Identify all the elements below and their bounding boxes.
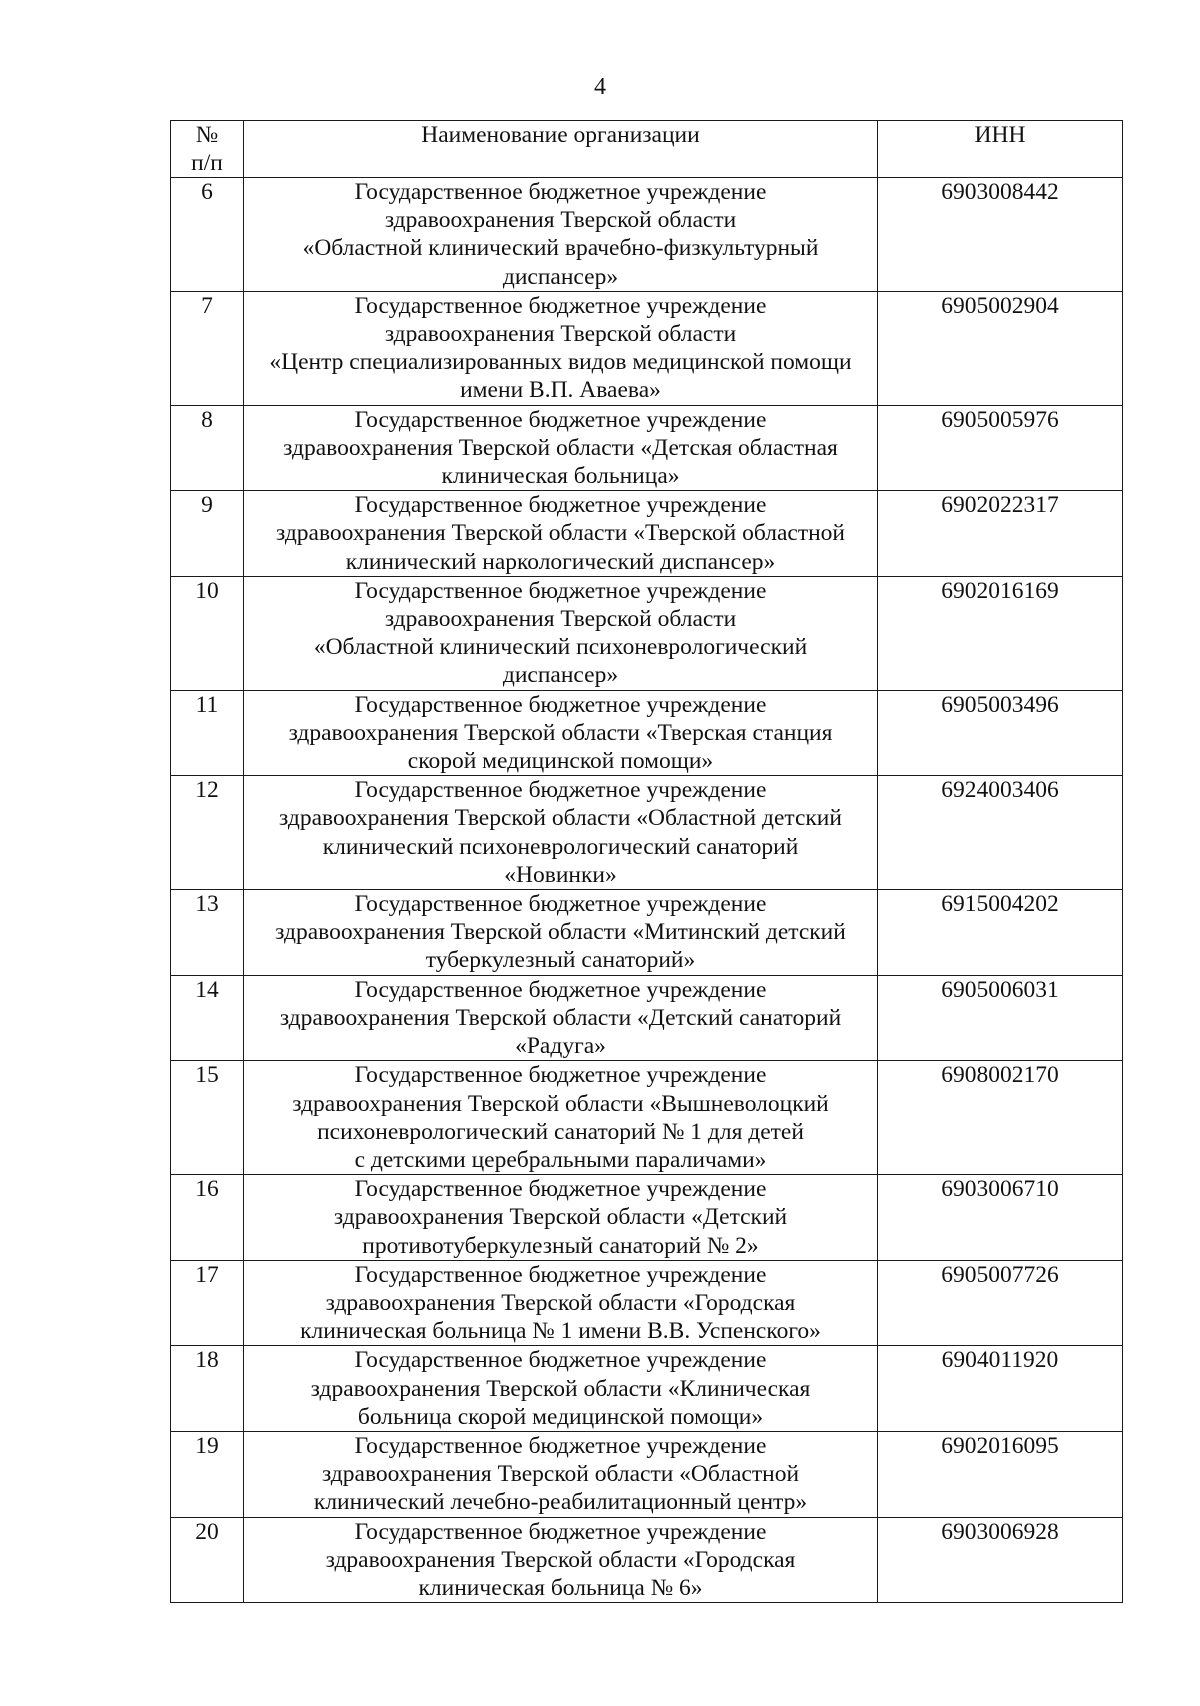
organization-name xyxy=(244,776,878,890)
table-row xyxy=(171,1431,1123,1517)
row-number: 14 xyxy=(171,975,244,1061)
header-number-symbol: № xyxy=(195,122,219,148)
row-number: 17 xyxy=(171,1260,244,1346)
organization-name xyxy=(244,405,878,491)
organization-name xyxy=(244,890,878,976)
organization-name-line: здравоохранения Тверской области xyxy=(384,321,737,348)
organization-name-line: здравоохранения Тверской области «Детский санаторий xyxy=(279,1004,842,1031)
row-number: 10 xyxy=(171,576,244,690)
organization-name-line: Государственное бюджетное учреждение xyxy=(354,406,767,433)
organization-name-line: здравоохранения Тверской области «Областной детский xyxy=(279,805,842,832)
row-number: 20 xyxy=(171,1517,244,1603)
organization-inn: 6908002170 xyxy=(878,1061,1123,1175)
organization-name-line: клиническая больница № 1 имени В.В. Успенского» xyxy=(300,1318,821,1345)
organization-inn: 6905007726 xyxy=(878,1260,1123,1346)
organizations-table xyxy=(170,120,1123,1603)
organization-name-line: клиническая больница» xyxy=(441,463,680,490)
organization-name-line: Государственное бюджетное учреждение xyxy=(354,1518,767,1545)
organization-inn: 6902016095 xyxy=(878,1431,1123,1517)
table-row xyxy=(171,491,1123,577)
organization-name-line: с детскими церебральными параличами» xyxy=(354,1146,767,1173)
table-row xyxy=(171,690,1123,776)
organization-name-line: Государственное бюджетное учреждение xyxy=(354,1176,767,1203)
organization-name xyxy=(244,178,878,292)
header-inn xyxy=(878,121,1123,178)
organization-name xyxy=(244,1346,878,1432)
organization-name-line: Государственное бюджетное учреждение xyxy=(354,1347,767,1374)
row-number: 13 xyxy=(171,890,244,976)
organization-name-line: Государственное бюджетное учреждение xyxy=(354,179,767,205)
row-number: 9 xyxy=(171,491,244,577)
organization-name xyxy=(244,576,878,690)
organization-name-line: психоневрологический санаторий № 1 для детей xyxy=(317,1118,804,1145)
organization-name-line: Государственное бюджетное учреждение xyxy=(354,492,767,519)
row-number: 8 xyxy=(171,405,244,491)
organization-name-line: диспансер» xyxy=(502,662,619,689)
table-row xyxy=(171,1061,1123,1175)
organization-inn: 6904011920 xyxy=(878,1346,1123,1432)
row-number: 19 xyxy=(171,1431,244,1517)
organization-name-line: здравоохранения Тверской области «Вышневолоцкий xyxy=(292,1090,829,1117)
organization-name-line: «Радуга» xyxy=(515,1033,606,1060)
organization-name xyxy=(244,975,878,1061)
page-number: 4 xyxy=(594,74,606,100)
organization-name-line: «Центр специализированных видов медицинской помощи xyxy=(269,349,852,376)
organization-name-line: клинический лечебно-реабилитационный центр» xyxy=(313,1489,808,1516)
organization-name-line: «Новинки» xyxy=(504,861,617,888)
organization-inn: 6903008442 xyxy=(878,178,1123,292)
organization-name-line: клинический наркологический диспансер» xyxy=(345,548,776,575)
header-organization-name xyxy=(244,121,878,178)
organization-name-line: Государственное бюджетное учреждение xyxy=(354,1062,767,1089)
organization-inn: 6903006928 xyxy=(878,1517,1123,1603)
organization-inn: 6902016169 xyxy=(878,576,1123,690)
organization-name xyxy=(244,491,878,577)
organization-name-line: «Областной клинический врачебно-физкультурный xyxy=(302,235,819,262)
row-number: 12 xyxy=(171,776,244,890)
organization-name xyxy=(244,291,878,405)
organization-name-line: клиническая больница № 6» xyxy=(418,1574,703,1601)
organization-inn: 6903006710 xyxy=(878,1175,1123,1261)
organization-name-line: здравоохранения Тверской области «Областной xyxy=(321,1461,800,1488)
table-row xyxy=(171,1346,1123,1432)
table-row xyxy=(171,1260,1123,1346)
organization-name-line: Государственное бюджетное учреждение xyxy=(354,777,767,804)
table-row xyxy=(171,576,1123,690)
organization-inn: 6905003496 xyxy=(878,690,1123,776)
organization-name-line: «Областной клинический психоневрологический xyxy=(313,634,808,661)
organization-name-line: здравоохранения Тверской области «Городская xyxy=(325,1546,796,1573)
organization-name-line: здравоохранения Тверской области «Городская xyxy=(325,1289,796,1316)
organization-name-line: Государственное бюджетное учреждение xyxy=(354,891,767,918)
organization-name-line: здравоохранения Тверской области «Тверская станция xyxy=(288,719,833,746)
organization-name-line: Государственное бюджетное учреждение xyxy=(354,577,767,604)
organization-name xyxy=(244,1260,878,1346)
organization-name-line: Государственное бюджетное учреждение xyxy=(354,691,767,718)
table-row xyxy=(171,776,1123,890)
row-number: 7 xyxy=(171,291,244,405)
organization-name xyxy=(244,1431,878,1517)
row-number: 11 xyxy=(171,690,244,776)
organization-name xyxy=(244,1061,878,1175)
organization-name-line: туберкулезный санаторий» xyxy=(425,947,696,974)
organization-name-line: здравоохранения Тверской области xyxy=(384,606,737,633)
table-row xyxy=(171,405,1123,491)
table-body xyxy=(171,178,1123,1603)
organization-inn: 6905002904 xyxy=(878,291,1123,405)
table-row xyxy=(171,178,1123,292)
organization-name xyxy=(244,1517,878,1603)
organization-inn: 6905006031 xyxy=(878,975,1123,1061)
organization-name xyxy=(244,1175,878,1261)
header-number-abbr: п/п xyxy=(191,150,223,176)
organization-inn: 6924003406 xyxy=(878,776,1123,890)
row-number: 15 xyxy=(171,1061,244,1175)
organization-name-line: клинический психоневрологический санаторий xyxy=(322,833,799,860)
table-row xyxy=(171,890,1123,976)
organization-name-line: Государственное бюджетное учреждение xyxy=(354,1261,767,1288)
organization-name-line: здравоохранения Тверской области «Митинский детский xyxy=(275,919,846,946)
organization-inn: 6902022317 xyxy=(878,491,1123,577)
organization-name-line: здравоохранения Тверской области «Детская областная xyxy=(283,434,838,461)
table-row xyxy=(171,975,1123,1061)
table-header-row xyxy=(171,121,1123,178)
organization-name-line: здравоохранения Тверской области «Детский xyxy=(333,1204,788,1231)
organization-name-line: скорой медицинской помощи» xyxy=(407,748,714,775)
row-number: 16 xyxy=(171,1175,244,1261)
table-row xyxy=(171,1517,1123,1603)
row-number: 6 xyxy=(171,178,244,292)
organization-name-line: здравоохранения Тверской области xyxy=(384,207,737,234)
organization-name-line: здравоохранения Тверской области «Клиническая xyxy=(310,1375,811,1402)
organization-name xyxy=(244,690,878,776)
organization-name-line: Государственное бюджетное учреждение xyxy=(354,976,767,1003)
organization-name-line: больница скорой медицинской помощи» xyxy=(357,1403,764,1430)
organization-name-line: диспансер» xyxy=(502,263,619,290)
organization-name-line: имени В.П. Аваева» xyxy=(460,377,661,404)
header-inn-label: ИНН xyxy=(974,122,1026,148)
header-organization-name-label: Наименование организации xyxy=(421,122,700,148)
organization-name-line: Государственное бюджетное учреждение xyxy=(354,292,767,319)
header-number xyxy=(171,121,244,178)
row-number: 18 xyxy=(171,1346,244,1432)
organization-name-line: Государственное бюджетное учреждение xyxy=(354,1432,767,1459)
table-row xyxy=(171,1175,1123,1261)
organization-name-line: здравоохранения Тверской области «Тверской областной xyxy=(275,520,846,547)
table-row xyxy=(171,291,1123,405)
organization-inn: 6915004202 xyxy=(878,890,1123,976)
organization-name-line: противотуберкулезный санаторий № 2» xyxy=(362,1232,759,1259)
organization-inn: 6905005976 xyxy=(878,405,1123,491)
